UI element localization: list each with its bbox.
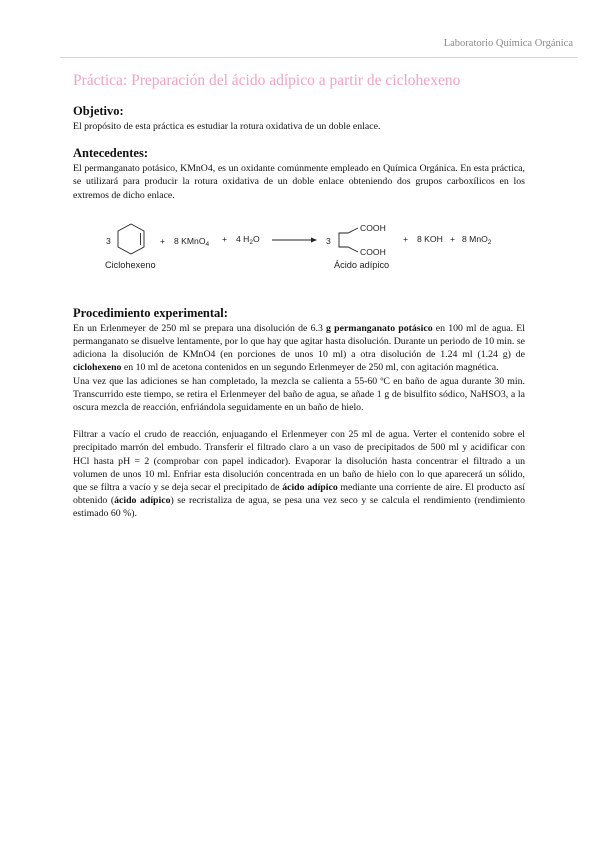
mno2-product: 8 MnO$_2$ <box>462 233 492 246</box>
procedure-paragraph-3: Filtrar a vacío el crudo de reacción, enjuagando el Erlenmeyer con 25 ml de agua. Verter el contenido sobre el precipitado marrón del embudo. Transferir el filtrado claro a un vaso de precipitados de 500 ml y acidificar con HCl hasta pH = 2 (comprobar con papel indicador). Evaporar la disolución hasta concentrar el filtrado a un volumen de unos 10 ml. Enfriar esta disolución concentrada en un baño de hielo con lo que aparecerá un sólido, que se filtra a vacío y se deja secar el precipitado de ácido adípico mediante una corriente de aire. El producto así obtenido (ácido adípico) se recristaliza de agua, se pesa una vez seco y se calcula el rendimiento (rendimiento estimado 60 %). <box>73 429 525 520</box>
product-name: Ácido adípico <box>334 259 390 270</box>
document-body <box>73 72 525 521</box>
reaction-scheme <box>73 210 525 298</box>
header-divider <box>60 57 578 58</box>
procedure-heading: Procedimiento experimental: <box>73 305 228 320</box>
objective-text: El propósito de esta práctica es estudiar la rotura oxidativa de un doble enlace. <box>73 121 381 132</box>
koh-product: 8 KOH <box>417 233 443 244</box>
plus-sign: + <box>222 233 228 244</box>
page-header: Laboratorio Química Orgánica <box>443 38 573 49</box>
plus-sign: + <box>160 235 166 246</box>
adipic-acid-structure <box>339 228 358 252</box>
background-text: El permanganato potásico, KMnO4, es un oxidante comúnmente empleado en Química Orgánica. En esta práctica, se utilizará para producir la rotura oxidativa de un doble enlace obteniendo dos grupos carboxílicos en los extremos de dicho enlace. <box>73 163 525 201</box>
carboxyl-group-bottom: COOH <box>360 246 386 257</box>
water-reagent: 4 $H_2O$ <box>236 233 260 246</box>
reaction-arrow <box>272 237 317 242</box>
carboxyl-group-top: COOH <box>360 222 386 233</box>
reactant-coefficient: 3 <box>106 235 111 246</box>
plus-sign: + <box>450 233 456 244</box>
reactant-name: Ciclohexeno <box>105 259 156 270</box>
procedure-paragraph-2: Una vez que las adiciones se han completado, la mezcla se calienta a 55-60 ºC en baño de agua durante 30 min. Transcurrido este tiempo, se retira el Erlenmeyer del baño de agua, se añade 1 g de bisulfito sódico, NaHSO3, a la oscura mezcla de reacción, enfriándola seguidamente en un baño de hielo. <box>73 375 525 414</box>
background-heading: Antecedentes: <box>73 146 148 161</box>
cyclohexene-structure <box>118 224 144 254</box>
reaction-scheme-svg <box>73 210 525 298</box>
page-title: Práctica: Preparación del ácido adípico a partir de ciclohexeno <box>73 72 461 89</box>
plus-sign: + <box>403 233 409 244</box>
kmno4-reagent: 8 KMnO$_4$ <box>174 235 210 248</box>
product-coefficient: 3 <box>326 235 331 246</box>
procedure-paragraph-1: En un Erlenmeyer de 250 ml se prepara una disolución de 6.3 g permanganato potásico en 100 ml de agua. El permanganato se disuelve lentamente, por lo que hay que agitar hasta disolución. Durante un periodo de 10 min. se adiciona la disolución de KMnO4 (en porciones de unos 10 ml) a otra disolución de 1.24 ml (1.24 g) de ciclohexeno en 10 ml de acetona contenidos en un segundo Erlenmeyer de 250 ml, con agitación magnética. <box>73 322 525 374</box>
objective-heading: Objetivo: <box>73 104 124 118</box>
